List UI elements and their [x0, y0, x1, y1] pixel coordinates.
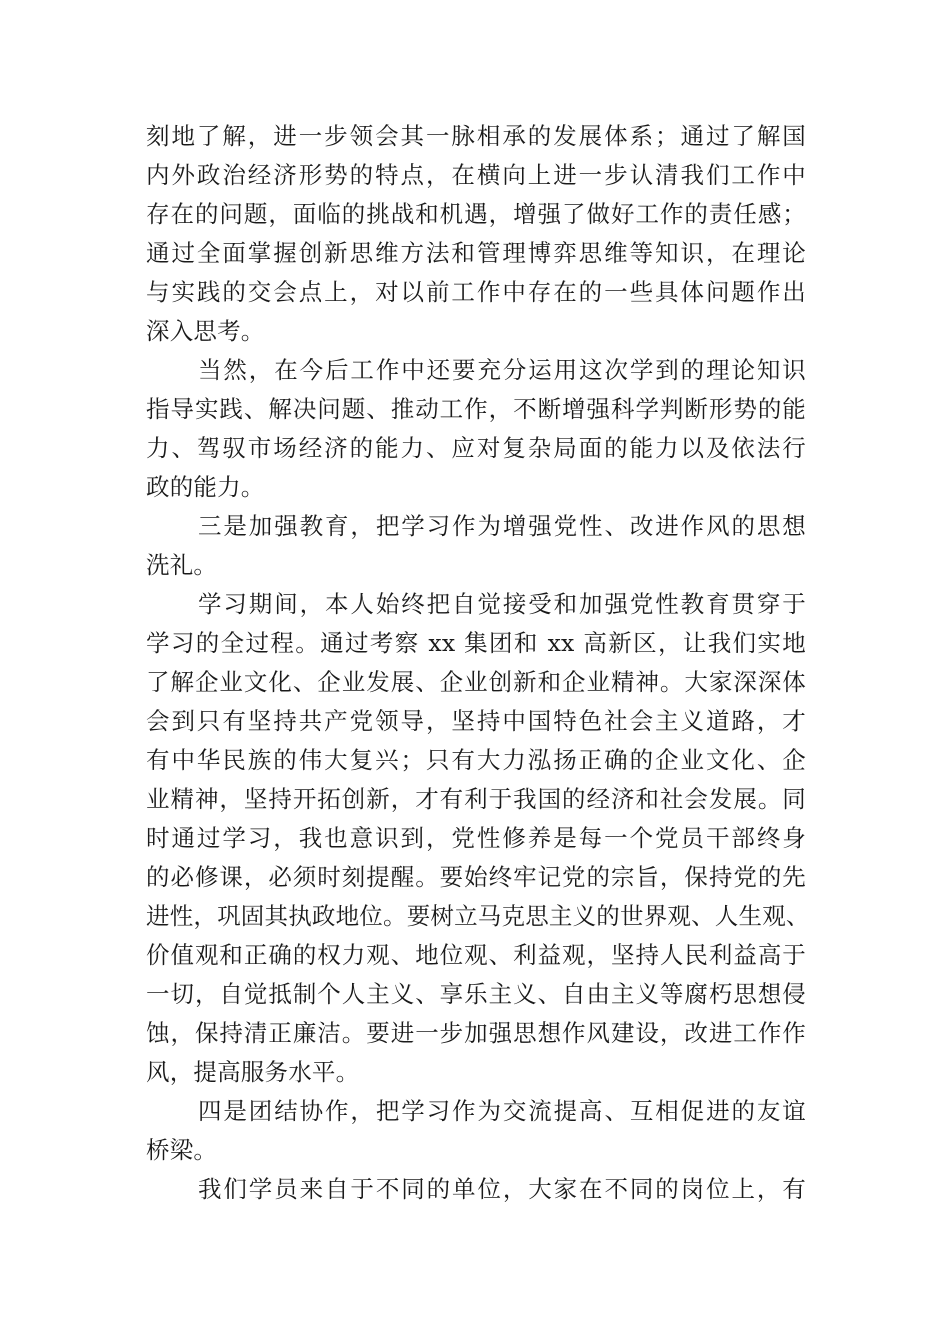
paragraph-first-line: 学习期间，本人始终把自觉接受和加强党性教育贯穿于 — [198, 590, 806, 618]
paragraph-line: 业精神，坚持开拓创新，才有利于我国的经济和社会发展。同 — [146, 785, 806, 813]
paragraph-line: 指导实践、解决问题、推动工作，不断增强科学判断形势的能 — [146, 395, 806, 423]
paragraph-line: 存在的问题，面临的挑战和机遇，增强了做好工作的责任感； — [146, 200, 806, 228]
paragraph-line: 桥梁。 — [146, 1136, 218, 1164]
paragraph-line: 进性，巩固其执政地位。要树立马克思主义的世界观、人生观、 — [146, 902, 810, 930]
paragraph-line: 一切，自觉抵制个人主义、享乐主义、自由主义等腐朽思想侵 — [146, 980, 806, 1008]
paragraph-first-line: 当然，在今后工作中还要充分运用这次学到的理论知识 — [198, 356, 806, 384]
paragraph-line: 力、驾驭市场经济的能力、应对复杂局面的能力以及依法行 — [146, 434, 806, 462]
paragraph-line: 与实践的交会点上，对以前工作中存在的一些具体问题作出 — [146, 278, 806, 306]
paragraph-line: 会到只有坚持共产党领导，坚持中国特色社会主义道路，才 — [146, 707, 806, 735]
paragraph-line: 深入思考。 — [146, 317, 265, 345]
paragraph-first-line: 三是加强教育，把学习作为增强党性、改进作风的思想 — [198, 512, 806, 540]
document-body — [146, 117, 810, 1209]
paragraph-line: 了解企业文化、企业发展、企业创新和企业精神。大家深深体 — [146, 668, 806, 696]
paragraph-line: 蚀，保持清正廉洁。要进一步加强思想作风建设，改进工作作 — [146, 1019, 806, 1047]
paragraph-line: 价值观和正确的权力观、地位观、利益观，坚持人民利益高于 — [146, 941, 806, 969]
paragraph-line: 有中华民族的伟大复兴；只有大力泓扬正确的企业文化、企 — [146, 746, 806, 774]
paragraph-line: 政的能力。 — [146, 473, 265, 501]
paragraph-line: 风，提高服务水平。 — [146, 1058, 360, 1086]
paragraph-line: 刻地了解，进一步领会其一脉相承的发展体系；通过了解国 — [146, 122, 806, 150]
paragraph-first-line: 我们学员来自于不同的单位，大家在不同的岗位上，有 — [198, 1175, 806, 1203]
paragraph-line: 洗礼。 — [146, 551, 218, 579]
paragraph-line: 通过全面掌握创新思维方法和管理博弈思维等知识，在理论 — [146, 239, 806, 267]
paragraph-first-line: 四是团结协作，把学习作为交流提高、互相促进的友谊 — [198, 1097, 806, 1125]
paragraph-line: 学习的全过程。通过考察 xx 集团和 xx 高新区，让我们实地 — [146, 629, 806, 657]
paragraph-line: 内外政治经济形势的特点，在横向上进一步认清我们工作中 — [146, 161, 806, 189]
paragraph-line: 时通过学习，我也意识到，党性修养是每一个党员干部终身 — [146, 824, 806, 852]
paragraph-line: 的必修课，必须时刻提醒。要始终牢记党的宗旨，保持党的先 — [146, 863, 806, 891]
